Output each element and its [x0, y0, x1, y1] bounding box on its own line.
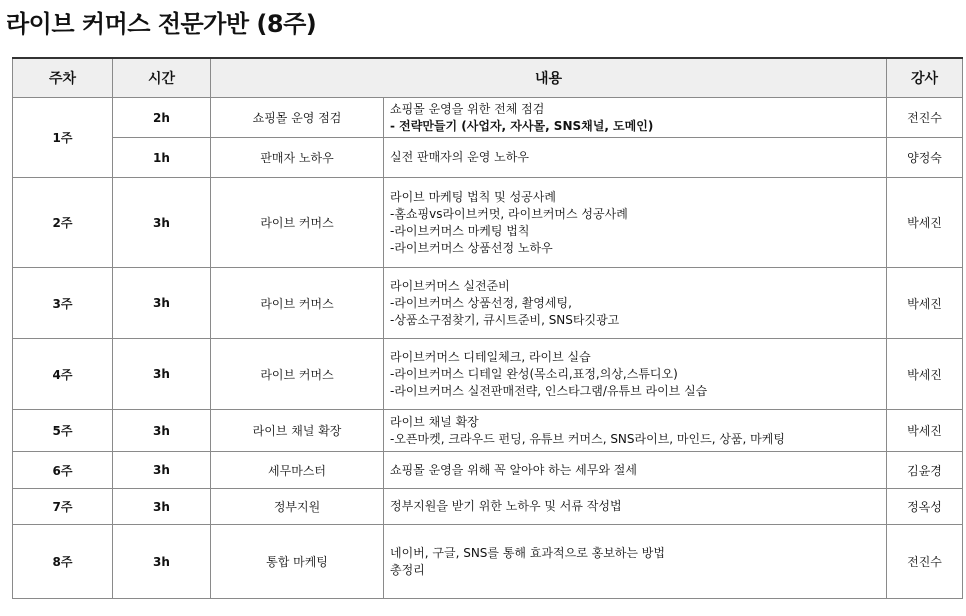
table-row [13, 178, 963, 268]
header-row [13, 58, 963, 98]
week-cell: 5주 [13, 410, 113, 452]
topic-cell: 정부지원 [211, 489, 384, 525]
hours-cell: 3h [113, 178, 211, 268]
topic-cell: 통합 마케팅 [211, 525, 384, 599]
content-line: -오픈마켓, 크라우드 펀딩, 유튜브 커머스, SNS라이브, 마인드, 상품, 마케팅 [390, 431, 785, 446]
content-line: 정부지원을 받기 위한 노하우 및 서류 작성법 [390, 499, 622, 513]
content-line: -라이브커머스 실전판매전략, 인스타그램/유튜브 라이브 실습 [390, 383, 708, 398]
table-row [13, 489, 963, 525]
content-cell [384, 178, 887, 268]
header-content: 내용 [211, 58, 887, 98]
content-cell [384, 410, 887, 452]
content-line: 라이브커머스 실전준비 [390, 278, 510, 293]
hours-cell: 1h [113, 138, 211, 178]
content-cell [384, 98, 887, 138]
page-title: 라이브 커머스 전문가반 (8주) [6, 10, 317, 38]
hours-cell: 3h [113, 489, 211, 525]
week-cell: 8주 [13, 525, 113, 599]
hours-cell: 3h [113, 525, 211, 599]
topic-cell: 쇼핑몰 운영 점검 [211, 98, 384, 138]
content-cell [384, 489, 887, 525]
content-cell [384, 339, 887, 410]
header-instructor: 강사 [887, 58, 963, 98]
instructor-cell: 김윤경 [887, 452, 963, 489]
content-line: 실전 판매자의 운영 노하우 [390, 150, 529, 164]
content-line: 총정리 [390, 562, 425, 577]
content-line: 라이브 마케팅 법칙 및 성공사례 [390, 189, 556, 204]
header-week: 주차 [13, 58, 113, 98]
hours-cell: 3h [113, 339, 211, 410]
content-cell [384, 525, 887, 599]
hours-cell: 3h [113, 452, 211, 489]
table-row [13, 452, 963, 489]
content-cell [384, 268, 887, 339]
instructor-cell: 전진수 [887, 98, 963, 138]
topic-cell: 라이브 커머스 [211, 339, 384, 410]
hours-cell: 2h [113, 98, 211, 138]
week-cell: 4주 [13, 339, 113, 410]
content-line: 라이브커머스 디테일체크, 라이브 실습 [390, 349, 591, 364]
content-line: -라이브커머스 상품선정 노하우 [390, 240, 553, 255]
content-cell [384, 452, 887, 489]
content-cell [384, 138, 887, 178]
instructor-cell: 양정숙 [887, 138, 963, 178]
topic-cell: 세무마스터 [211, 452, 384, 489]
instructor-cell: 박세진 [887, 410, 963, 452]
hours-cell: 3h [113, 410, 211, 452]
instructor-cell: 전진수 [887, 525, 963, 599]
content-line: 라이브 채널 확장 [390, 414, 479, 429]
week-cell: 6주 [13, 452, 113, 489]
schedule-table [12, 57, 963, 599]
content-line: 쇼핑몰 운영을 위해 꼭 알아야 하는 세무와 절세 [390, 462, 637, 477]
table-row [13, 268, 963, 339]
content-line: -라이브커머스 상품선정, 촬영세팅, [390, 295, 572, 310]
instructor-cell: 박세진 [887, 178, 963, 268]
week-cell: 2주 [13, 178, 113, 268]
week-cell: 1주 [13, 98, 113, 178]
content-line: -라이브커머스 디테일 완성(목소리,표정,의상,스튜디오) [390, 366, 678, 381]
table-row [13, 525, 963, 599]
table-row [13, 98, 963, 138]
table-row [13, 339, 963, 410]
content-line: -라이브커머스 마케팅 법칙 [390, 223, 530, 238]
topic-cell: 라이브 커머스 [211, 268, 384, 339]
week-cell: 3주 [13, 268, 113, 339]
instructor-cell: 박세진 [887, 268, 963, 339]
content-line: -상품소구점찾기, 큐시트준비, SNS타깃광고 [390, 312, 620, 327]
instructor-cell: 박세진 [887, 339, 963, 410]
instructor-cell: 정옥성 [887, 489, 963, 525]
hours-cell: 3h [113, 268, 211, 339]
content-line: -홈쇼핑vs라이브커멋, 라이브커머스 성공사례 [390, 206, 628, 221]
topic-cell: 라이브 커머스 [211, 178, 384, 268]
table-row [13, 410, 963, 452]
content-line: 네이버, 구글, SNS를 통해 효과적으로 홍보하는 방법 [390, 545, 665, 560]
content-line: - 전략만들기 (사업자, 자사몰, SNS채널, 도메인) [390, 118, 654, 133]
topic-cell: 라이브 채널 확장 [211, 410, 384, 452]
content-line: 쇼핑몰 운영을 위한 전체 점검 [390, 101, 545, 116]
week-cell: 7주 [13, 489, 113, 525]
header-time: 시간 [113, 58, 211, 98]
topic-cell: 판매자 노하우 [211, 138, 384, 178]
table-row [13, 138, 963, 178]
